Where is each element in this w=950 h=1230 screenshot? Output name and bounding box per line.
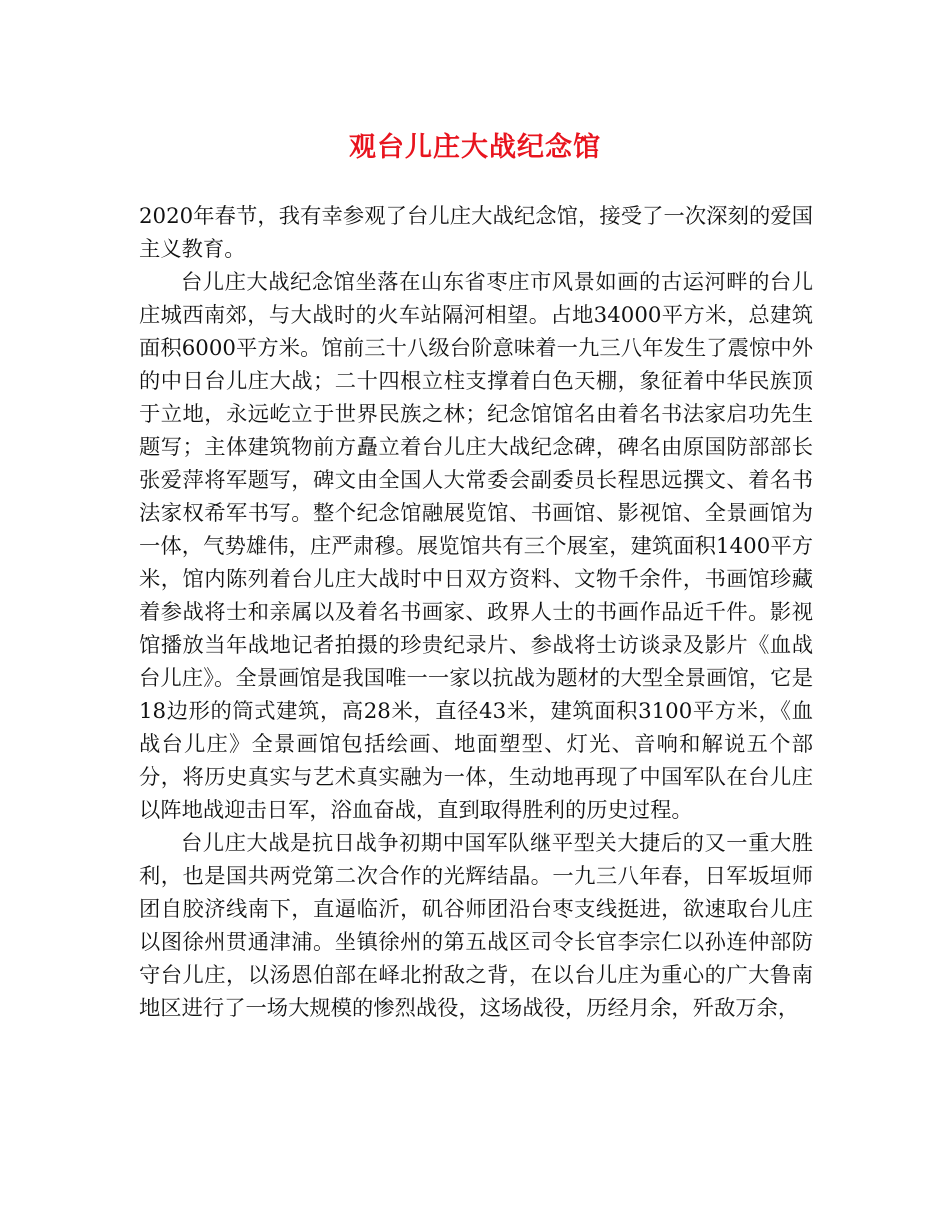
paragraph-battle-history: 台儿庄大战是抗日战争初期中国军队继平型关大捷后的又一重大胜利，也是国共两党第二次合作的光辉结晶。一九三八年春，日军坂垣师团自胶济线南下，直逼临沂，矶谷师团沿台枣支线挺进，欲速取台儿庄以图徐州贯通津浦。坐镇徐州的第五战区司令长官李宗仁以孙连仲部防守台儿庄，以汤恩伯部在峄北拊敌之背，在以台儿庄为重心的广大鲁南地区进行了一场大规模的惨烈战役，这场战役，历经月余，歼敌万余， xyxy=(139,831,813,1021)
paragraph-museum-description: 台儿庄大战纪念馆坐落在山东省枣庄市风景如画的古运河畔的台儿庄城西南郊，与大战时的火车站隔河相望。占地34000平方米，总建筑面积6000平方米。馆前三十八级台阶意味着一九三八年发生了震惊中外的中日台儿庄大战；二十四根立柱支撑着白色天棚，象征着中华民族顶于立地，永远屹立于世界民族之林；纪念馆馆名由着名书法家启功先生题写；主体建筑物前方矗立着台儿庄大战纪念碑，碑名由原国防部部长张爱萍将军题写，碑文由全国人大常委会副委员长程思远撰文、着名书法家权希军书写。整个纪念馆融展览馆、书画馆、影视馆、全景画馆为一体，气势雄伟，庄严肃穆。展览馆共有三个展室，建筑面积1400平方米，馆内陈列着台儿庄大战时中日双方资料、文物千余件，书画馆珍藏着参战将士和亲属以及着名书画家、政界人士的书画作品近千件。影视馆播放当年战地记者拍摄的珍贵纪录片、参战将士访谈录及影片《血战台儿庄》。全景画馆是我国唯一一家以抗战为题材的大型全景画馆，它是18边形的筒式建筑，高28米，直径43米，建筑面积3100平方米，《血战台儿庄》全景画馆包括绘画、地面塑型、灯光、音响和解说五个部分，将历史真实与艺术真实融为一体，生动地再现了中国军队在台儿庄以阵地战迎击日军，浴血奋战，直到取得胜利的历史过程。 xyxy=(139,270,813,823)
document-title: 观台儿庄大战纪念馆 xyxy=(349,132,601,163)
document-body xyxy=(139,200,813,1025)
paragraph-intro: 2020年春节，我有幸参观了台儿庄大战纪念馆，接受了一次深刻的爱国主义教育。 xyxy=(139,204,813,262)
